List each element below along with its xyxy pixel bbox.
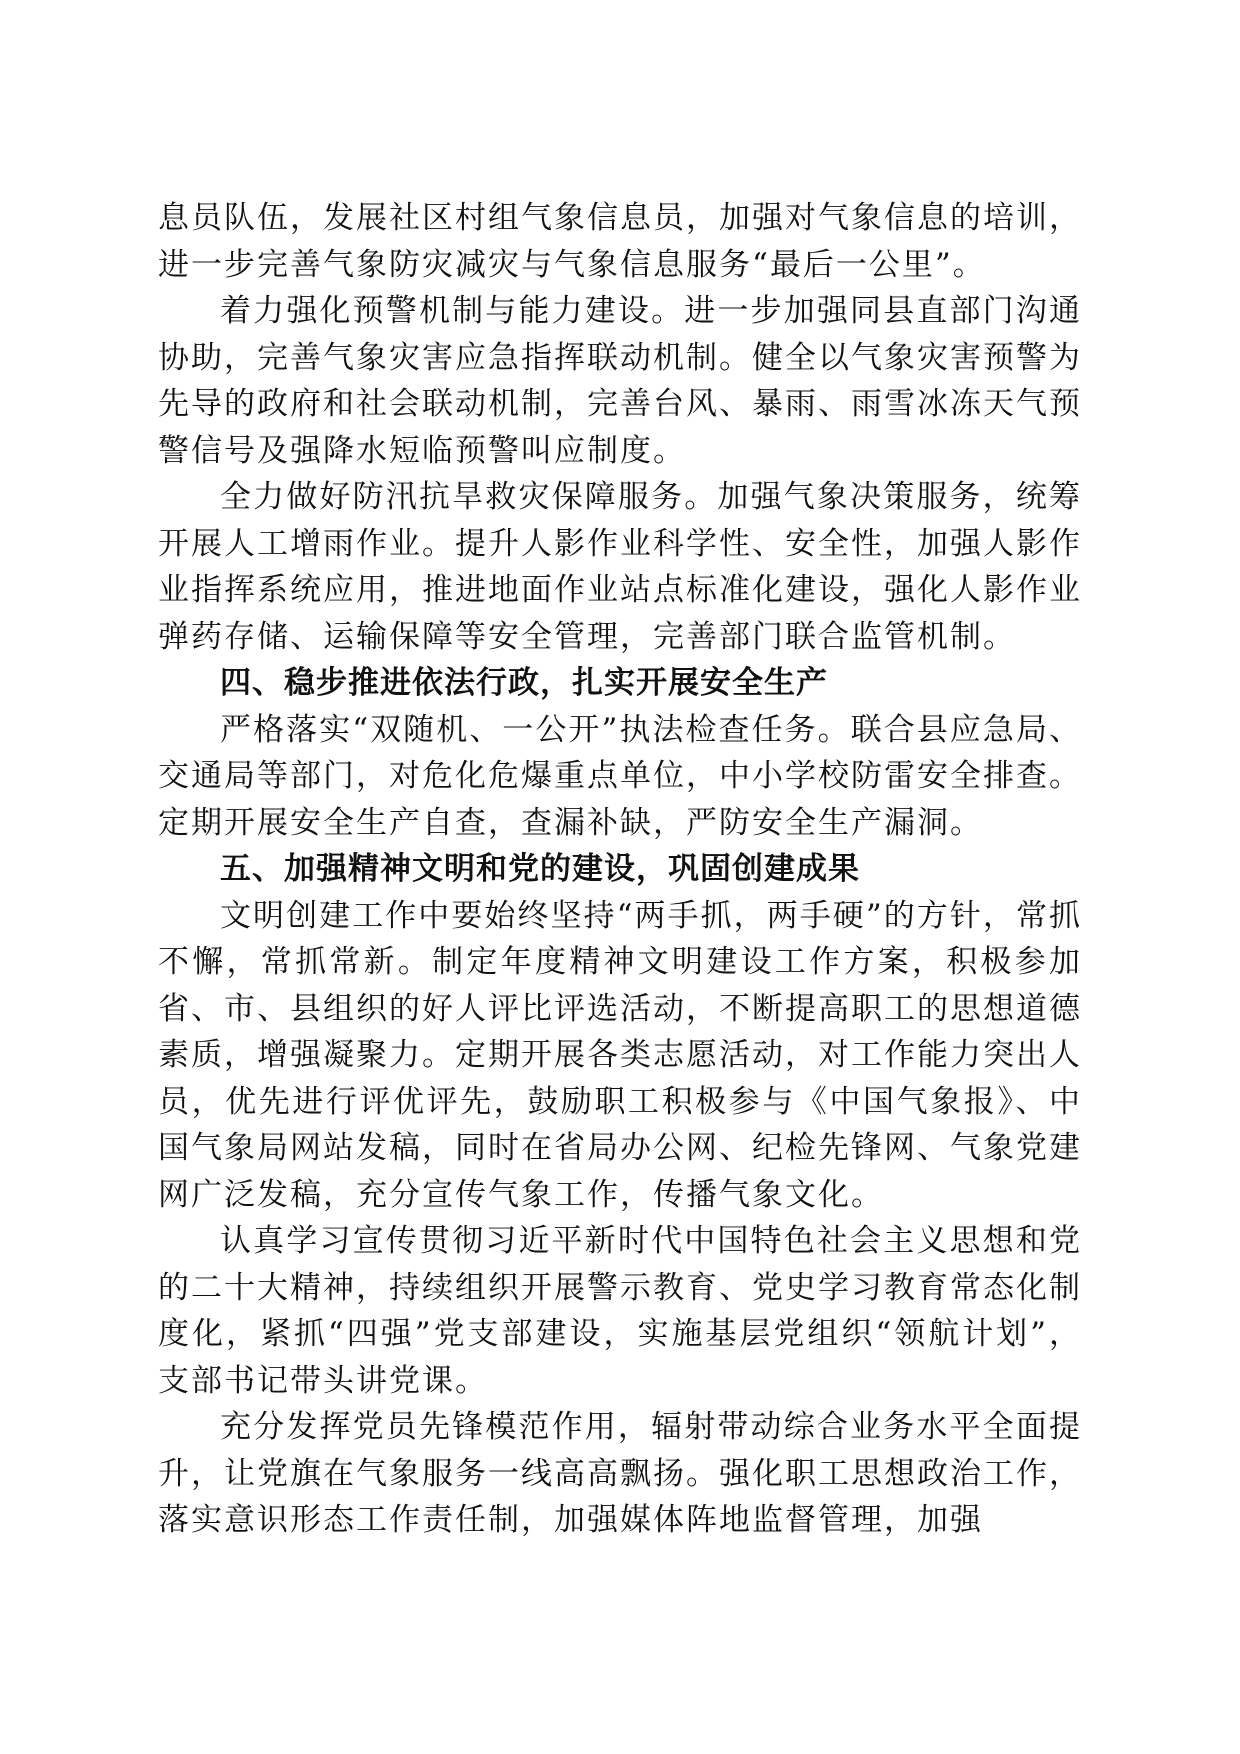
body-paragraph-inspection: 严格落实“双随机、一公开”执法检查任务。联合县应急局、交通局等部门，对危化危爆重点单位，中小学校防雷安全排查。定期开展安全生产自查，查漏补缺，严防安全生产漏洞。 (158, 711, 1082, 841)
section-heading-four: 四、稳步推进依法行政，扎实开展安全生产 (220, 665, 828, 701)
section-heading-five: 五、加强精神文明和党的建设，巩固创建成果 (220, 851, 860, 887)
body-paragraph-warning-mechanism: 着力强化预警机制与能力建设。进一步加强同县直部门沟通协助，完善气象灾害应急指挥联动机制。健全以气象灾害预警为先导的政府和社会联动机制，完善台风、暴雨、雨雪冰冻天气预警信号及强降水短临预警叫应制度。 (158, 293, 1082, 469)
body-paragraph-party-study: 认真学习宣传贯彻习近平新时代中国特色社会主义思想和党的二十大精神，持续组织开展警示教育、党史学习教育常态化制度化，紧抓“四强”党支部建设，实施基层党组织“领航计划”，支部书记带头讲党课。 (158, 1223, 1082, 1399)
body-paragraph-party-members: 充分发挥党员先锋模范作用，辐射带动综合业务水平全面提升，让党旗在气象服务一线高高飘扬。强化职工思想政治工作，落实意识形态工作责任制，加强媒体阵地监督管理，加强 (158, 1409, 1082, 1538)
body-paragraph-civilization: 文明创建工作中要始终坚持“两手抓，两手硬”的方针，常抓不懈，常抓常新。制定年度精神文明建设工作方案，积极参加省、市、县组织的好人评比评选活动，不断提高职工的思想道德素质，增强凝聚力。定期开展各类志愿活动，对工作能力突出人员，优先进行评优评先，鼓励职工积极参与《中国气象报》、中国气象局网站发稿，同时在省局办公网、纪检先锋网、气象党建网广泛发稿，充分宣传气象工作，传播气象文化。 (158, 897, 1082, 1213)
document-body (158, 195, 1082, 1544)
body-paragraph-flood-drought-service: 全力做好防汛抗旱救灾保障服务。加强气象决策服务，统筹开展人工增雨作业。提升人影作业科学性、安全性，加强人影作业指挥系统应用，推进地面作业站点标准化建设，强化人影作业弹药存储、运输保障等安全管理，完善部门联合监管机制。 (158, 479, 1082, 655)
body-paragraph-continued: 息员队伍，发展社区村组气象信息员，加强对气象信息的培训，进一步完善气象防灾减灾与气象信息服务“最后一公里”。 (158, 200, 1082, 283)
